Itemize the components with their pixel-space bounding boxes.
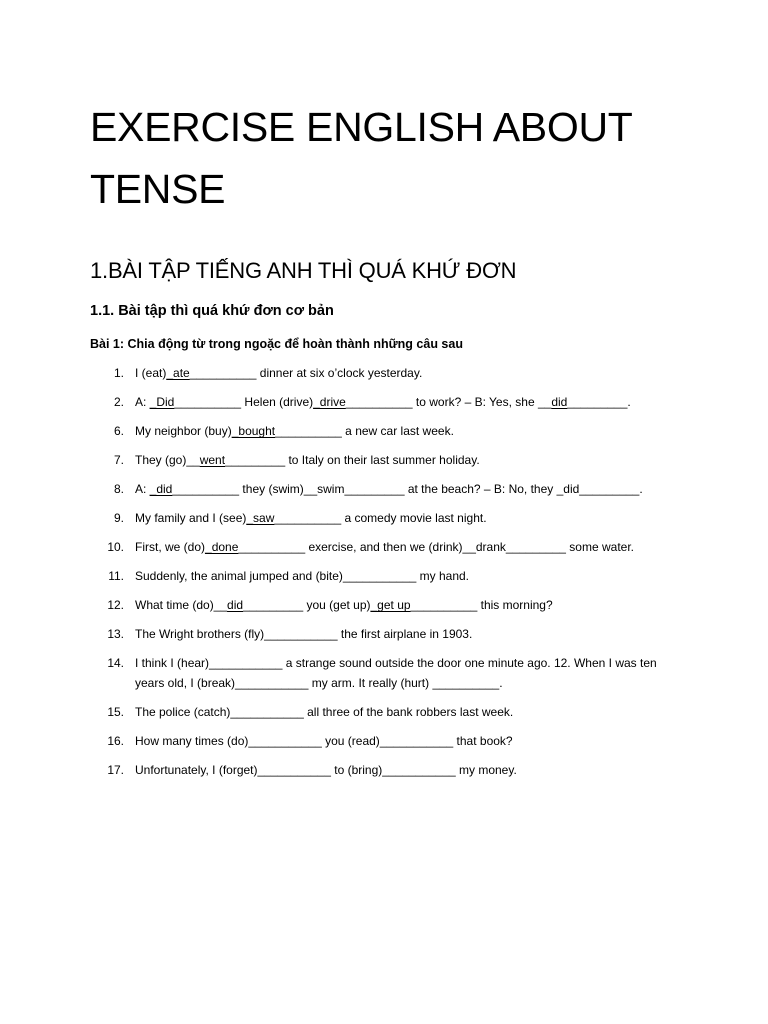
item-number: 9. [113,511,124,525]
filled-answer: did [551,395,568,409]
exercise-item [0,653,768,693]
filled-answer: _done [205,540,239,554]
item-text [135,566,675,586]
sentence-segment: _________ you (get up) [243,598,371,612]
sentence-segment: First, we (do) [135,540,206,554]
item-text [135,653,675,693]
item-text [135,537,675,557]
sentence-segment: The police (catch)___________ all three of the bank robbers last week. [135,705,514,719]
item-text [135,731,675,751]
item-text [135,702,675,722]
sentence-segment: Unfortunately, I (forget)___________ to (bring)___________ my money. [135,763,517,777]
item-number: 8. [113,482,124,496]
sentence-segment: __________ this morning? [410,598,553,612]
item-number: 7. [113,453,124,467]
sentence-segment: I (eat) [135,366,167,380]
exercise-item [0,450,768,470]
item-text [135,760,675,780]
sentence-segment: They (go)__ [135,453,200,467]
filled-answer: _drive [313,395,346,409]
item-number: 16. [107,734,124,748]
item-number: 17. [107,763,124,777]
sentence-segment: My neighbor (buy) [135,424,232,438]
item-text [135,421,675,441]
item-number: 12. [107,598,124,612]
item-text [135,479,675,499]
filled-answer: did [227,598,244,612]
exercise-list [0,363,768,789]
item-text [135,392,675,412]
item-text [135,624,675,644]
exercise-item [0,760,768,780]
exercise-item [0,537,768,557]
item-number: 15. [107,705,124,719]
sentence-segment: __________ they (swim)__swim_________ at the beach? – B: No, they _did_________. [172,482,643,496]
item-number: 2. [113,395,124,409]
item-number: 10. [107,540,124,554]
sentence-segment: A: [135,395,150,409]
exercise-item [0,363,768,383]
filled-answer: _bought [231,424,276,438]
sentence-segment: __________ a new car last week. [275,424,454,438]
sentence-segment: __________ a comedy movie last night. [274,511,487,525]
item-number: 14. [107,656,124,670]
sentence-segment: The Wright brothers (fly)___________ the first airplane in 1903. [135,627,473,641]
sentence-segment: __________ Helen (drive) [174,395,314,409]
filled-answer: _did [149,482,173,496]
exercise-item [0,595,768,615]
exercise-item [0,702,768,722]
sentence-segment: _________ to Italy on their last summer holiday. [225,453,480,467]
sentence-segment: I think I (hear)___________ a strange sound outside the door one minute ago. 12. When I was ten years old, I (break)___________ my arm. It really (hurt) __________. [135,656,661,690]
filled-answer: _Did [149,395,175,409]
sentence-segment: Suddenly, the animal jumped and (bite)___________ my hand. [135,569,470,583]
exercise-heading: Bài 1: Chia động từ trong ngoặc để hoàn thành những câu sau [90,337,463,351]
exercise-item [0,479,768,499]
item-text [135,508,675,528]
item-number: 1. [113,366,124,380]
exercise-item [0,508,768,528]
item-text [135,595,675,615]
exercise-item [0,731,768,751]
sentence-segment: How many times (do)___________ you (read)___________ that book? [135,734,513,748]
exercise-item [0,624,768,644]
sentence-segment: __________ dinner at six o’clock yesterday. [189,366,423,380]
item-number: 13. [107,627,124,641]
sentence-segment: __________ to work? – B: Yes, she __ [345,395,552,409]
item-text [135,363,675,383]
page-title: EXERCISE ENGLISH ABOUT TENSE [90,104,632,212]
filled-answer: _saw [246,511,275,525]
sentence-segment: What time (do)__ [135,598,228,612]
sentence-segment: A: [135,482,150,496]
exercise-item [0,421,768,441]
item-text [135,450,675,470]
sentence-segment: _________. [567,395,631,409]
section-heading: 1.BÀI TẬP TIẾNG ANH THÌ QUÁ KHỨ ĐƠN [90,258,517,283]
filled-answer: _get up [370,598,411,612]
exercise-item [0,566,768,586]
sentence-segment: My family and I (see) [135,511,247,525]
sentence-segment: __________ exercise, and then we (drink)__drank_________ some water. [238,540,634,554]
item-number: 6. [113,424,124,438]
filled-answer: went [199,453,226,467]
filled-answer: _ate [166,366,190,380]
item-number: 11. [108,569,124,583]
exercise-item [0,392,768,412]
subsection-heading: 1.1. Bài tập thì quá khứ đơn cơ bản [90,303,334,319]
